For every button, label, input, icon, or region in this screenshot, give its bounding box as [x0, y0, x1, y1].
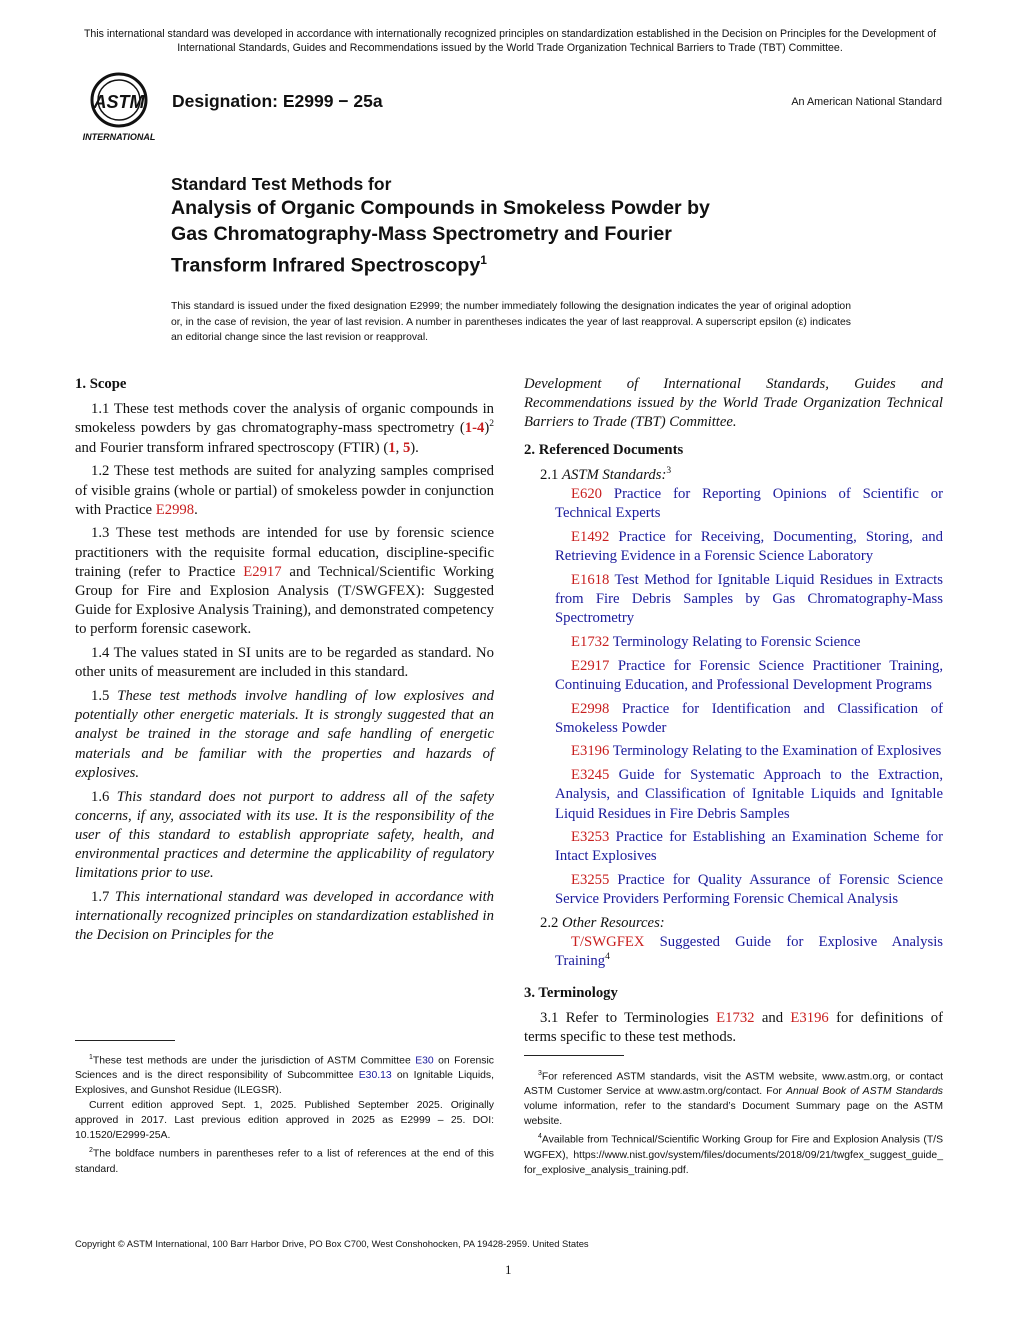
standard-title[interactable]: Practice for Reporting Opinions of Scientific or Technical Experts: [555, 486, 944, 522]
right-column: [524, 375, 943, 1052]
standard-code[interactable]: E2998: [571, 700, 610, 717]
standard-title[interactable]: Practice for Identification and Classification of Smokeless Powder: [555, 700, 944, 736]
ref-link-1-4[interactable]: 1-4: [464, 420, 485, 437]
referenced-standard-item[interactable]: [524, 528, 943, 566]
referenced-standard-item[interactable]: [524, 742, 943, 761]
standard-title[interactable]: Practice for Forensic Science Practitioner Training, Continuing Education, and Professional Development Programs: [555, 657, 944, 693]
astm-logo: [78, 70, 160, 146]
footnote-rule-left: [75, 1040, 175, 1041]
referenced-standard-item[interactable]: [524, 633, 943, 652]
link-e30[interactable]: E30: [415, 1055, 434, 1067]
link-e1732[interactable]: E1732: [716, 1009, 755, 1026]
referenced-standard-item[interactable]: [524, 871, 943, 909]
scope-1-5: 1.5 These test methods involve handling of low explosives and potentially other energetic materials. It is strongly suggested that an analyst be trained in the storage and safe handling of energetic materials and be familiar with the properties and hazards of explosives.: [75, 688, 495, 781]
footnote-2-mark[interactable]: 2: [489, 419, 494, 430]
footnote-1-edition: Current edition approved Sept. 1, 2025. Published September 2025. Originally approved in 2017. Last previous edition approved in 2025 as E2999 – 25. DOI: 10.1520/E2999-25A.: [75, 1100, 494, 1142]
standard-title[interactable]: Terminology Relating to the Examination of Explosives: [612, 743, 942, 760]
scope-1-3: 1.3 These test methods are intended for use by forensic science practitioners with the requisite formal education, discipline-specific training (refer to Practice E2917 and Technical/Scientific Working Group for Fire and Explosion Analysis (T/SWGFEX): Suggested Guide for Explosive Analysis Training), and demonstrated competency to perform forensic casework.: [75, 525, 494, 638]
standard-code[interactable]: E3255: [571, 872, 610, 889]
standard-code[interactable]: E1732: [571, 633, 610, 650]
referenced-standard-item[interactable]: [524, 766, 943, 824]
standard-code[interactable]: E2917: [571, 657, 610, 674]
footnote-3-mark[interactable]: 3: [666, 465, 672, 476]
footnote-4-mark[interactable]: 4: [605, 952, 610, 963]
footnote-rule-right: [524, 1055, 624, 1056]
terminology-3-1: 3.1 Refer to Terminologies E1732 and E3196 for definitions of terms specific to these test methods.: [524, 1009, 943, 1046]
scope-1-4: 1.4 The values stated in SI units are to be regarded as standard. No other units of measurement are included in this standard.: [75, 645, 494, 681]
footnotes-right: [524, 1066, 943, 1178]
designation: Designation: E2999 − 25a: [172, 91, 383, 111]
referenced-standard-item[interactable]: [524, 485, 943, 523]
national-standard-label: An American National Standard: [791, 96, 942, 108]
ref-link-1[interactable]: 1: [388, 439, 396, 456]
scope-1-7: 1.7 This international standard was developed in accordance with internationally recognized principles on standardization established in the Decision on Principles for the: [75, 889, 494, 944]
footnote-4: $^4$Available from Technical/Scientific Working Group for Fire and Explosion Analysis (T/SWGFEX), https://www.nist.gov/system/files/documents/2018/09/21/twgfex_suggest_guide_for_explosive_analysis_training.pdf.: [524, 1133, 943, 1176]
title-line-1: Standard Test Methods for: [171, 174, 392, 194]
other-resources-subheading: 2.2 Other Resources:: [540, 915, 665, 932]
referenced-standard-item[interactable]: [524, 700, 943, 738]
referenced-standard-item[interactable]: [524, 571, 943, 629]
standard-code[interactable]: E3196: [571, 743, 610, 760]
referenced-standard-item[interactable]: [524, 657, 943, 695]
other-resource-code[interactable]: T/SWGFEX: [571, 934, 645, 951]
copyright: Copyright © ASTM International, 100 Barr Harbor Drive, PO Box C700, West Conshohocken, PA 19428-2959. United States: [75, 1238, 589, 1249]
standard-title[interactable]: Terminology Relating to Forensic Science: [612, 633, 861, 650]
standard-title[interactable]: Practice for Quality Assurance of Forensic Science Service Providers Performing Forensic Chemical Analysis: [555, 872, 944, 908]
footnotes-left: [75, 1050, 494, 1177]
other-resource-item[interactable]: [524, 933, 943, 971]
logo-text: ASTM: [93, 92, 145, 112]
standard-code[interactable]: E620: [571, 486, 603, 503]
link-e2917[interactable]: E2917: [243, 563, 282, 580]
standard-code[interactable]: E1492: [571, 528, 610, 545]
standard-title[interactable]: Test Method for Ignitable Liquid Residues in Extracts from Fire Debris Samples by Gas Chromatography-Mass Spectrometry: [555, 571, 943, 627]
left-column: [75, 375, 494, 950]
footnote-3: $^3$For referenced ASTM standards, visit the ASTM website, www.astm.org, or contact ASTM Customer Service at www.astm.org/contact. For Annual Book of ASTM Standards volume information, refer to the standard’s Document Summary page on the ASTM website.: [524, 1070, 943, 1128]
title-line-3: Gas Chromatography-Mass Spectrometry and Fourier: [171, 223, 672, 245]
scope-1-2: 1.2 These test methods are suited for analyzing samples comprised of visible grains (whole or partial) of smokeless powder in conjunction with Practice E2998.: [75, 463, 494, 518]
referenced-documents-heading: 2. Referenced Documents: [524, 441, 684, 458]
astm-standards-subheading: 2.1 ASTM Standards:$^3$: [540, 465, 672, 483]
astm-logo-icon: [78, 70, 160, 146]
scope-1-1: 1.1 These test methods cover the analysis of organic compounds in smokeless powders by gas chromatography-mass spectrometry (1-4)$^2$ and Fourier transform infrared spectroscopy (FTIR) (1, 5).: [75, 401, 494, 456]
terminology-heading: 3. Terminology: [524, 984, 618, 1001]
title-line-2: Analysis of Organic Compounds in Smokeless Powder by: [171, 197, 710, 219]
referenced-standard-item[interactable]: [524, 828, 943, 866]
standard-title[interactable]: Practice for Establishing an Examination Scheme for Intact Explosives: [555, 829, 944, 865]
title-line-4: Transform Infrared Spectroscopy: [171, 254, 481, 277]
page-number: 1: [505, 1262, 512, 1277]
link-e3196[interactable]: E3196: [790, 1009, 829, 1026]
link-e30-13[interactable]: E30.13: [358, 1070, 392, 1082]
link-e2998[interactable]: E2998: [155, 501, 195, 518]
logo-caption: INTERNATIONAL: [82, 132, 156, 142]
issued-note: This standard is issued under the fixed designation E2999; the number immediately following the designation indicates the year of original adoption or, in the case of revision, the year of last revision. A number in parentheses indicates the year of last reapproval. A superscript epsilon (ε) indicates an editorial change since the last revision or reapproval.: [171, 301, 851, 343]
standard-code[interactable]: E3253: [571, 829, 610, 846]
standard-code[interactable]: E1618: [571, 571, 610, 588]
standard-title[interactable]: Guide for Systematic Approach to the Extraction, Analysis, and Classification of Ignitable Liquids and Ignitable Liquid Residues in Fire Debris Samples: [555, 767, 943, 822]
footnote-2: $^2$The boldface numbers in parentheses refer to a list of references at the end of this standard.: [75, 1147, 494, 1175]
title-footnote-mark[interactable]: 1: [480, 253, 487, 267]
scope-heading: 1. Scope: [75, 376, 127, 392]
footnote-1: $^1$These test methods are under the jurisdiction of ASTM Committee E30 on Forensic Sciences and is the direct responsibility of Subcommittee E30.13 on Ignitable Liquids, Explosives, and Gunshot Residue (ILEGSR).: [75, 1054, 494, 1097]
scope-1-7-continued: Development of International Standards, Guides and Recommendations issued by the World Trade Organization Technical Barriers to Trade (TBT) Committee.: [524, 376, 943, 431]
referenced-standards-list: [524, 485, 943, 910]
standard-code[interactable]: E3245: [571, 767, 610, 784]
ref-link-5[interactable]: 5: [402, 439, 411, 456]
scope-1-6: 1.6 This standard does not purport to address all of the safety concerns, if any, associated with its use. It is the responsibility of the user of this standard to establish appropriate safety, health, and environmental practices and determine the applicability of regulatory limitations prior to use.: [75, 788, 495, 882]
standardization-notice: This international standard was developed in accordance with internationally recognized principles on standardization established in the Decision on Principles for the Development of International Standards, Guides and Recommendations issued by the World Trade Organization Technical Barriers to Trade (TBT) Committee.: [83, 28, 937, 54]
document-title: [171, 173, 871, 279]
standard-title[interactable]: Practice for Receiving, Documenting, Storing, and Retrieving Evidence in a Forensic Science Laboratory: [555, 528, 943, 565]
other-resource-title[interactable]: Suggested Guide for Explosive Analysis Training: [555, 934, 943, 970]
